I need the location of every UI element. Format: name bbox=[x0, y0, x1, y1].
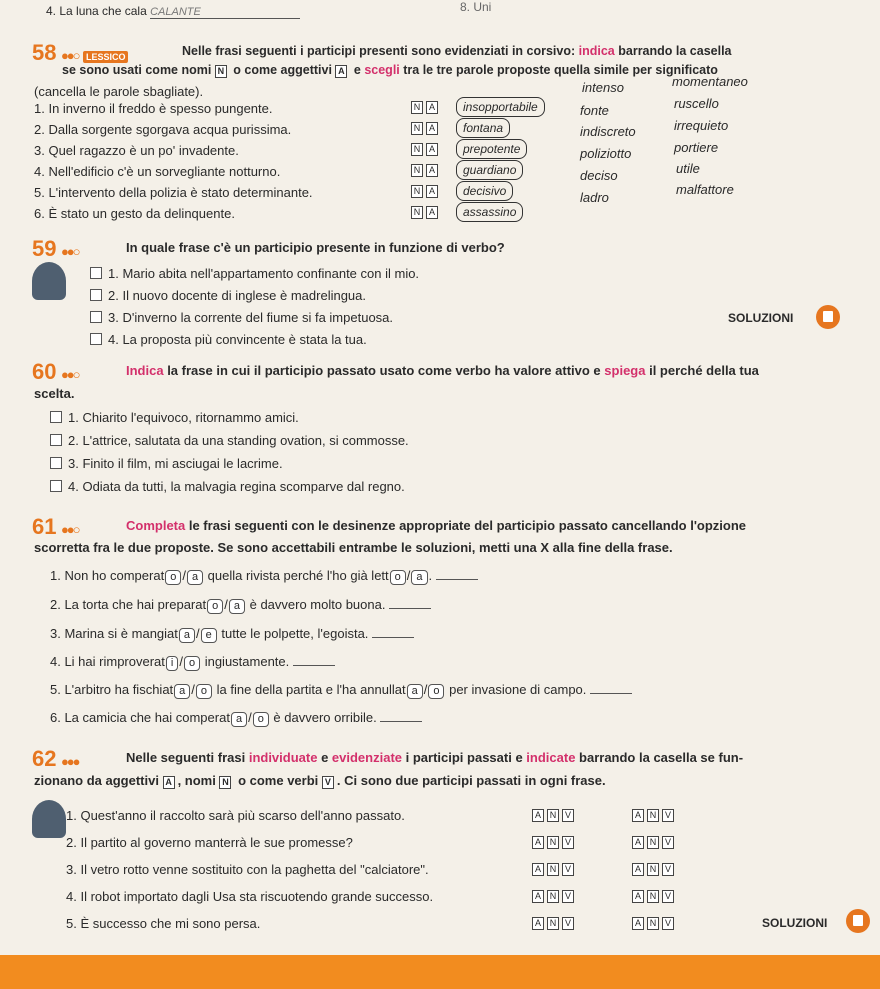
item-text: quella rivista perché l'ho già lett bbox=[204, 568, 389, 583]
word-option: portiere bbox=[674, 140, 719, 155]
noun-checkbox[interactable]: N bbox=[411, 122, 423, 135]
ex62-item: 2. Il partito al governo manterrà le sue promesse? bbox=[66, 835, 353, 850]
noun-checkbox[interactable]: N bbox=[647, 836, 659, 849]
ex60-number bbox=[32, 359, 79, 385]
exercise-number: 61 bbox=[32, 514, 57, 539]
na-checkboxes[interactable] bbox=[411, 185, 441, 198]
item-text: è davvero molto buona. bbox=[245, 597, 386, 612]
item-text: 4. La proposta più convincente è stata la tua. bbox=[108, 332, 367, 347]
ex58-item: 5. L'intervento della polizia è stato determinante. bbox=[34, 185, 313, 200]
ending-option[interactable]: a bbox=[174, 684, 190, 699]
ex62-item: 3. Il vetro rotto venne sostituito con la paghetta del "calciatore". bbox=[66, 862, 429, 877]
ending-option[interactable]: a bbox=[179, 628, 195, 643]
ending-option[interactable]: o bbox=[196, 684, 212, 699]
ex59-instruction: In quale frase c'è un participio presente in funzione di verbo? bbox=[126, 240, 505, 255]
item-text: 1. Non ho comperat bbox=[50, 568, 165, 583]
anv-checkboxes[interactable] bbox=[632, 863, 677, 876]
instr-verb: scegli bbox=[364, 63, 400, 77]
verb-box-legend: V bbox=[322, 776, 334, 789]
adjective-checkbox[interactable]: A bbox=[426, 164, 438, 177]
noun-checkbox[interactable]: N bbox=[411, 143, 423, 156]
answer-checkbox[interactable] bbox=[50, 457, 62, 469]
answer-checkbox[interactable] bbox=[90, 311, 102, 323]
noun-box-legend: N bbox=[215, 65, 227, 78]
anv-checkboxes[interactable] bbox=[532, 836, 577, 849]
adjective-checkbox[interactable]: A bbox=[632, 809, 644, 822]
difficulty-dots: ●●● bbox=[60, 754, 79, 769]
answer-blank[interactable] bbox=[590, 683, 632, 694]
adjective-checkbox[interactable]: A bbox=[426, 185, 438, 198]
instr-verb: indica bbox=[578, 44, 615, 58]
ex59-item[interactable] bbox=[90, 266, 419, 281]
ending-option[interactable]: a bbox=[407, 684, 423, 699]
noun-checkbox[interactable]: N bbox=[547, 836, 559, 849]
answer-checkbox[interactable] bbox=[50, 480, 62, 492]
ex62-item: 1. Quest'anno il raccolto sarà più scarso dell'anno passato. bbox=[66, 808, 405, 823]
instr-verb: individuate bbox=[248, 750, 318, 765]
answer-blank[interactable] bbox=[372, 627, 414, 638]
adjective-checkbox[interactable]: A bbox=[532, 890, 544, 903]
ex61-item: 4. Li hai rimproverat i / o ingiustamente. bbox=[50, 654, 335, 671]
na-checkboxes[interactable] bbox=[411, 122, 441, 135]
verb-checkbox[interactable]: V bbox=[562, 836, 574, 849]
item-text: 6. La camicia che hai comperat bbox=[50, 710, 230, 725]
difficulty-dots: ●●○ bbox=[60, 522, 79, 537]
adjective-checkbox[interactable]: A bbox=[632, 917, 644, 930]
instr-text: il perché della tua bbox=[645, 363, 759, 378]
solutions-link[interactable]: SOLUZIONI bbox=[728, 311, 794, 325]
adjective-checkbox[interactable]: A bbox=[532, 809, 544, 822]
instr-verb: evidenziate bbox=[331, 750, 403, 765]
adjective-checkbox[interactable]: A bbox=[426, 206, 438, 219]
instr-text: o come verbi bbox=[234, 773, 322, 788]
ending-option[interactable]: o bbox=[428, 684, 444, 699]
instr-text: se sono usati come nomi bbox=[62, 63, 215, 77]
verb-checkbox[interactable]: V bbox=[662, 809, 674, 822]
ending-option[interactable]: i bbox=[166, 656, 178, 671]
instr-text: , nomi bbox=[177, 773, 220, 788]
adjective-box-legend: A bbox=[335, 65, 347, 78]
word-option: irrequieto bbox=[674, 118, 729, 133]
ex59-item[interactable] bbox=[90, 332, 367, 347]
ex61-item: 5. L'arbitro ha fischiat a / o la fine della partita e l'ha annullat a / o per invasione di campo. bbox=[50, 682, 632, 699]
ex59-item[interactable] bbox=[90, 288, 366, 303]
ex62-instruction-line2 bbox=[34, 773, 606, 789]
adjective-checkbox[interactable]: A bbox=[632, 836, 644, 849]
verb-checkbox[interactable]: V bbox=[562, 917, 574, 930]
noun-checkbox[interactable]: N bbox=[647, 917, 659, 930]
ending-option[interactable]: a bbox=[187, 570, 203, 585]
instr-text: tra le tre parole proposte quella simile per significato bbox=[399, 63, 718, 77]
answer-checkbox[interactable] bbox=[90, 267, 102, 279]
difficulty-dots: ●●○ bbox=[60, 48, 79, 63]
ex58-item: 3. Quel ragazzo è un po' invadente. bbox=[34, 143, 239, 158]
item-text: 4. Odiata da tutti, la malvagia regina scomparve dal regno. bbox=[68, 479, 405, 494]
instr-text: le frasi seguenti con le desinenze appropriate del participio passato cancellando l'opzione bbox=[185, 518, 747, 533]
prev-item-corner: 8. Uni bbox=[460, 0, 492, 14]
ex61-item: 1. Non ho comperat o / a quella rivista perché l'ho già lett o / a . bbox=[50, 568, 478, 585]
word-option: ladro bbox=[580, 190, 609, 205]
difficulty-dots: ●●○ bbox=[60, 244, 79, 259]
solutions-icon[interactable] bbox=[846, 909, 870, 933]
ex58-instruction-line2 bbox=[62, 63, 718, 78]
ex62-number bbox=[32, 746, 79, 772]
ex58-item: 1. In inverno il freddo è spesso pungente. bbox=[34, 101, 273, 116]
noun-checkbox[interactable]: N bbox=[411, 101, 423, 114]
item-text: 2. L'attrice, salutata da una standing ovation, si commosse. bbox=[68, 433, 409, 448]
ex58-instruction-line3: (cancella le parole sbagliate). bbox=[34, 84, 204, 99]
ending-option[interactable]: o bbox=[390, 570, 406, 585]
ex62-item: 4. Il robot importato dagli Usa sta riscuotendo grande successo. bbox=[66, 889, 434, 904]
anv-checkboxes[interactable] bbox=[532, 809, 577, 822]
noun-checkbox[interactable]: N bbox=[547, 917, 559, 930]
item-text: 3. Marina si è mangiat bbox=[50, 626, 178, 641]
ex58-item: 4. Nell'edificio c'è un sorvegliante notturno. bbox=[34, 164, 281, 179]
item-text: 4. Li hai rimproverat bbox=[50, 654, 165, 669]
verb-checkbox[interactable]: V bbox=[562, 863, 574, 876]
person-icon bbox=[32, 800, 66, 838]
word-option: fonte bbox=[580, 103, 609, 118]
adjective-checkbox[interactable]: A bbox=[426, 143, 438, 156]
difficulty-dots: ●●○ bbox=[60, 367, 79, 382]
adjective-checkbox[interactable]: A bbox=[426, 122, 438, 135]
page-footer-band bbox=[0, 955, 880, 989]
na-checkboxes[interactable] bbox=[411, 101, 441, 114]
ex62-instruction-line1 bbox=[126, 750, 743, 765]
circled-answer bbox=[456, 118, 510, 138]
noun-checkbox[interactable]: N bbox=[547, 809, 559, 822]
instr-text: e bbox=[317, 750, 332, 765]
ex58-item: 2. Dalla sorgente sgorgava acqua purissima. bbox=[34, 122, 292, 137]
answer-blank[interactable] bbox=[380, 711, 422, 722]
noun-checkbox[interactable]: N bbox=[547, 890, 559, 903]
instr-text: o come aggettivi bbox=[229, 63, 336, 77]
answer-blank[interactable] bbox=[389, 598, 431, 609]
noun-checkbox[interactable]: N bbox=[647, 809, 659, 822]
item-text: 3. D'inverno la corrente del fiume si fa impetuosa. bbox=[108, 310, 394, 325]
adjective-checkbox[interactable]: A bbox=[532, 863, 544, 876]
lessico-tag: LESSICO bbox=[83, 51, 129, 63]
word-option: momentaneo bbox=[672, 74, 748, 89]
instr-text: zionano da aggettivi bbox=[34, 773, 163, 788]
item-text: è davvero orribile. bbox=[269, 710, 377, 725]
ex60-item[interactable] bbox=[50, 479, 405, 494]
answer-blank[interactable] bbox=[293, 655, 335, 666]
noun-box-legend: N bbox=[219, 776, 231, 789]
ex61-number bbox=[32, 514, 79, 540]
exercise-number: 59 bbox=[32, 236, 57, 261]
anv-checkboxes[interactable] bbox=[532, 917, 577, 930]
ending-option[interactable]: a bbox=[229, 599, 245, 614]
word-option: malfattore bbox=[676, 182, 734, 197]
answer-text: insopportabile bbox=[456, 97, 545, 117]
circled-answer bbox=[456, 202, 523, 222]
noun-checkbox[interactable]: N bbox=[411, 206, 423, 219]
solutions-link[interactable]: SOLUZIONI bbox=[762, 916, 828, 930]
ending-option[interactable]: o bbox=[253, 712, 269, 727]
adjective-checkbox[interactable]: A bbox=[426, 101, 438, 114]
noun-checkbox[interactable]: N bbox=[647, 863, 659, 876]
noun-checkbox[interactable]: N bbox=[647, 890, 659, 903]
item-text: 1. Mario abita nell'appartamento confinante con il mio. bbox=[108, 266, 420, 281]
ending-option[interactable]: o bbox=[207, 599, 223, 614]
prev-item-4 bbox=[46, 4, 300, 19]
verb-checkbox[interactable]: V bbox=[662, 863, 674, 876]
instr-verb: spiega bbox=[604, 363, 646, 378]
item-text: 2. Il nuovo docente di inglese è madrelingua. bbox=[108, 288, 367, 303]
exercise-number: 62 bbox=[32, 746, 57, 771]
circled-answer bbox=[456, 97, 545, 117]
ex60-instruction-line2: scelta. bbox=[34, 386, 75, 401]
noun-checkbox[interactable]: N bbox=[547, 863, 559, 876]
instr-verb: indicate bbox=[526, 750, 576, 765]
answer-blank[interactable] bbox=[436, 569, 478, 580]
ex60-item[interactable] bbox=[50, 433, 409, 448]
instr-text: i participi passati e bbox=[402, 750, 527, 765]
anv-checkboxes[interactable] bbox=[632, 809, 677, 822]
item-text: . bbox=[428, 568, 433, 583]
ex59-number bbox=[32, 236, 79, 262]
answer-text: assassino bbox=[456, 202, 523, 222]
verb-checkbox[interactable]: V bbox=[662, 836, 674, 849]
verb-checkbox[interactable]: V bbox=[662, 890, 674, 903]
anv-checkboxes[interactable] bbox=[532, 863, 577, 876]
na-checkboxes[interactable] bbox=[411, 143, 441, 156]
ending-option[interactable]: o bbox=[184, 656, 200, 671]
adjective-checkbox[interactable]: A bbox=[532, 917, 544, 930]
instr-text: e bbox=[350, 63, 365, 77]
prev-item-answer: CALANTE bbox=[150, 6, 300, 19]
ex61-item: 3. Marina si è mangiat a / e tutte le polpette, l'egoista. bbox=[50, 626, 414, 643]
item-text: 3. Finito il film, mi asciugai le lacrime. bbox=[68, 456, 283, 471]
instr-verb: Indica bbox=[126, 363, 164, 378]
ending-option[interactable]: e bbox=[201, 628, 217, 643]
exercise-number: 58 bbox=[32, 40, 57, 65]
prev-item-text: 4. La luna che cala bbox=[46, 4, 147, 18]
item-text: ingiustamente. bbox=[201, 654, 290, 669]
noun-checkbox[interactable]: N bbox=[411, 164, 423, 177]
answer-checkbox[interactable] bbox=[50, 411, 62, 423]
item-text: 2. La torta che hai preparat bbox=[50, 597, 207, 612]
verb-checkbox[interactable]: V bbox=[562, 809, 574, 822]
adjective-checkbox[interactable]: A bbox=[532, 836, 544, 849]
instr-text: la frase in cui il participio passato usato come verbo ha valore attivo e bbox=[163, 363, 605, 378]
word-option: ruscello bbox=[674, 96, 719, 111]
ex61-instruction-line2: scorretta fra le due proposte. Se sono accettabili entrambe le soluzioni, metti una X alla fine della frase. bbox=[34, 540, 673, 555]
answer-checkbox[interactable] bbox=[50, 434, 62, 446]
anv-checkboxes[interactable] bbox=[532, 890, 577, 903]
item-text: 1. Chiarito l'equivoco, ritornammo amici. bbox=[68, 410, 299, 425]
adjective-checkbox[interactable]: A bbox=[632, 890, 644, 903]
ex61-item: 2. La torta che hai preparat o / a è davvero molto buona. bbox=[50, 597, 431, 614]
exercise-number: 60 bbox=[32, 359, 57, 384]
circled-answer bbox=[456, 160, 523, 180]
ex60-item[interactable] bbox=[50, 456, 283, 471]
ending-option[interactable]: a bbox=[231, 712, 247, 727]
noun-checkbox[interactable]: N bbox=[411, 185, 423, 198]
solutions-icon[interactable] bbox=[816, 305, 840, 329]
ex58-instruction-line1 bbox=[182, 44, 732, 58]
answer-text: guardiano bbox=[456, 160, 523, 180]
ex61-item: 6. La camicia che hai comperat a / o è davvero orribile. bbox=[50, 710, 422, 727]
instr-text: barrando la casella se fun- bbox=[575, 750, 744, 765]
instr-text: barrando la casella bbox=[614, 44, 732, 58]
item-text: la fine della partita e l'ha annullat bbox=[213, 682, 406, 697]
answer-checkbox[interactable] bbox=[90, 289, 102, 301]
verb-checkbox[interactable]: V bbox=[662, 917, 674, 930]
word-option: indiscreto bbox=[580, 124, 636, 139]
ending-option[interactable]: a bbox=[411, 570, 427, 585]
ex61-instruction-line1 bbox=[126, 518, 746, 533]
anv-checkboxes[interactable] bbox=[632, 917, 677, 930]
circled-answer bbox=[456, 181, 513, 201]
instr-text: Nelle frasi seguenti i participi presenti sono evidenziati in corsivo: bbox=[182, 44, 579, 58]
person-icon bbox=[32, 262, 66, 300]
word-option: utile bbox=[676, 161, 700, 176]
instr-verb: Completa bbox=[126, 518, 186, 533]
verb-checkbox[interactable]: V bbox=[562, 890, 574, 903]
ex58-item: 6. È stato un gesto da delinquente. bbox=[34, 206, 235, 221]
ex60-item[interactable] bbox=[50, 410, 299, 425]
word-option: deciso bbox=[580, 168, 618, 183]
item-text: per invasione di campo. bbox=[445, 682, 587, 697]
anv-checkboxes[interactable] bbox=[632, 836, 677, 849]
answer-text: decisivo bbox=[456, 181, 513, 201]
ex59-item[interactable] bbox=[90, 310, 393, 325]
adjective-box-legend: A bbox=[163, 776, 175, 789]
circled-answer bbox=[456, 139, 527, 159]
answer-checkbox[interactable] bbox=[90, 333, 102, 345]
anv-checkboxes[interactable] bbox=[632, 890, 677, 903]
item-text: tutte le polpette, l'egoista. bbox=[217, 626, 369, 641]
na-checkboxes[interactable] bbox=[411, 164, 441, 177]
word-option: intenso bbox=[582, 80, 624, 95]
instr-text: Nelle seguenti frasi bbox=[126, 750, 249, 765]
answer-text: prepotente bbox=[456, 139, 527, 159]
ex62-item: 5. È successo che mi sono persa. bbox=[66, 916, 261, 931]
na-checkboxes[interactable] bbox=[411, 206, 441, 219]
word-option: poliziotto bbox=[580, 146, 632, 161]
answer-text: fontana bbox=[456, 118, 510, 138]
instr-text: . Ci sono due participi passati in ogni frase. bbox=[336, 773, 606, 788]
ending-option[interactable]: o bbox=[165, 570, 181, 585]
ex60-instruction-line1 bbox=[126, 363, 759, 378]
adjective-checkbox[interactable]: A bbox=[632, 863, 644, 876]
item-text: 5. L'arbitro ha fischiat bbox=[50, 682, 174, 697]
